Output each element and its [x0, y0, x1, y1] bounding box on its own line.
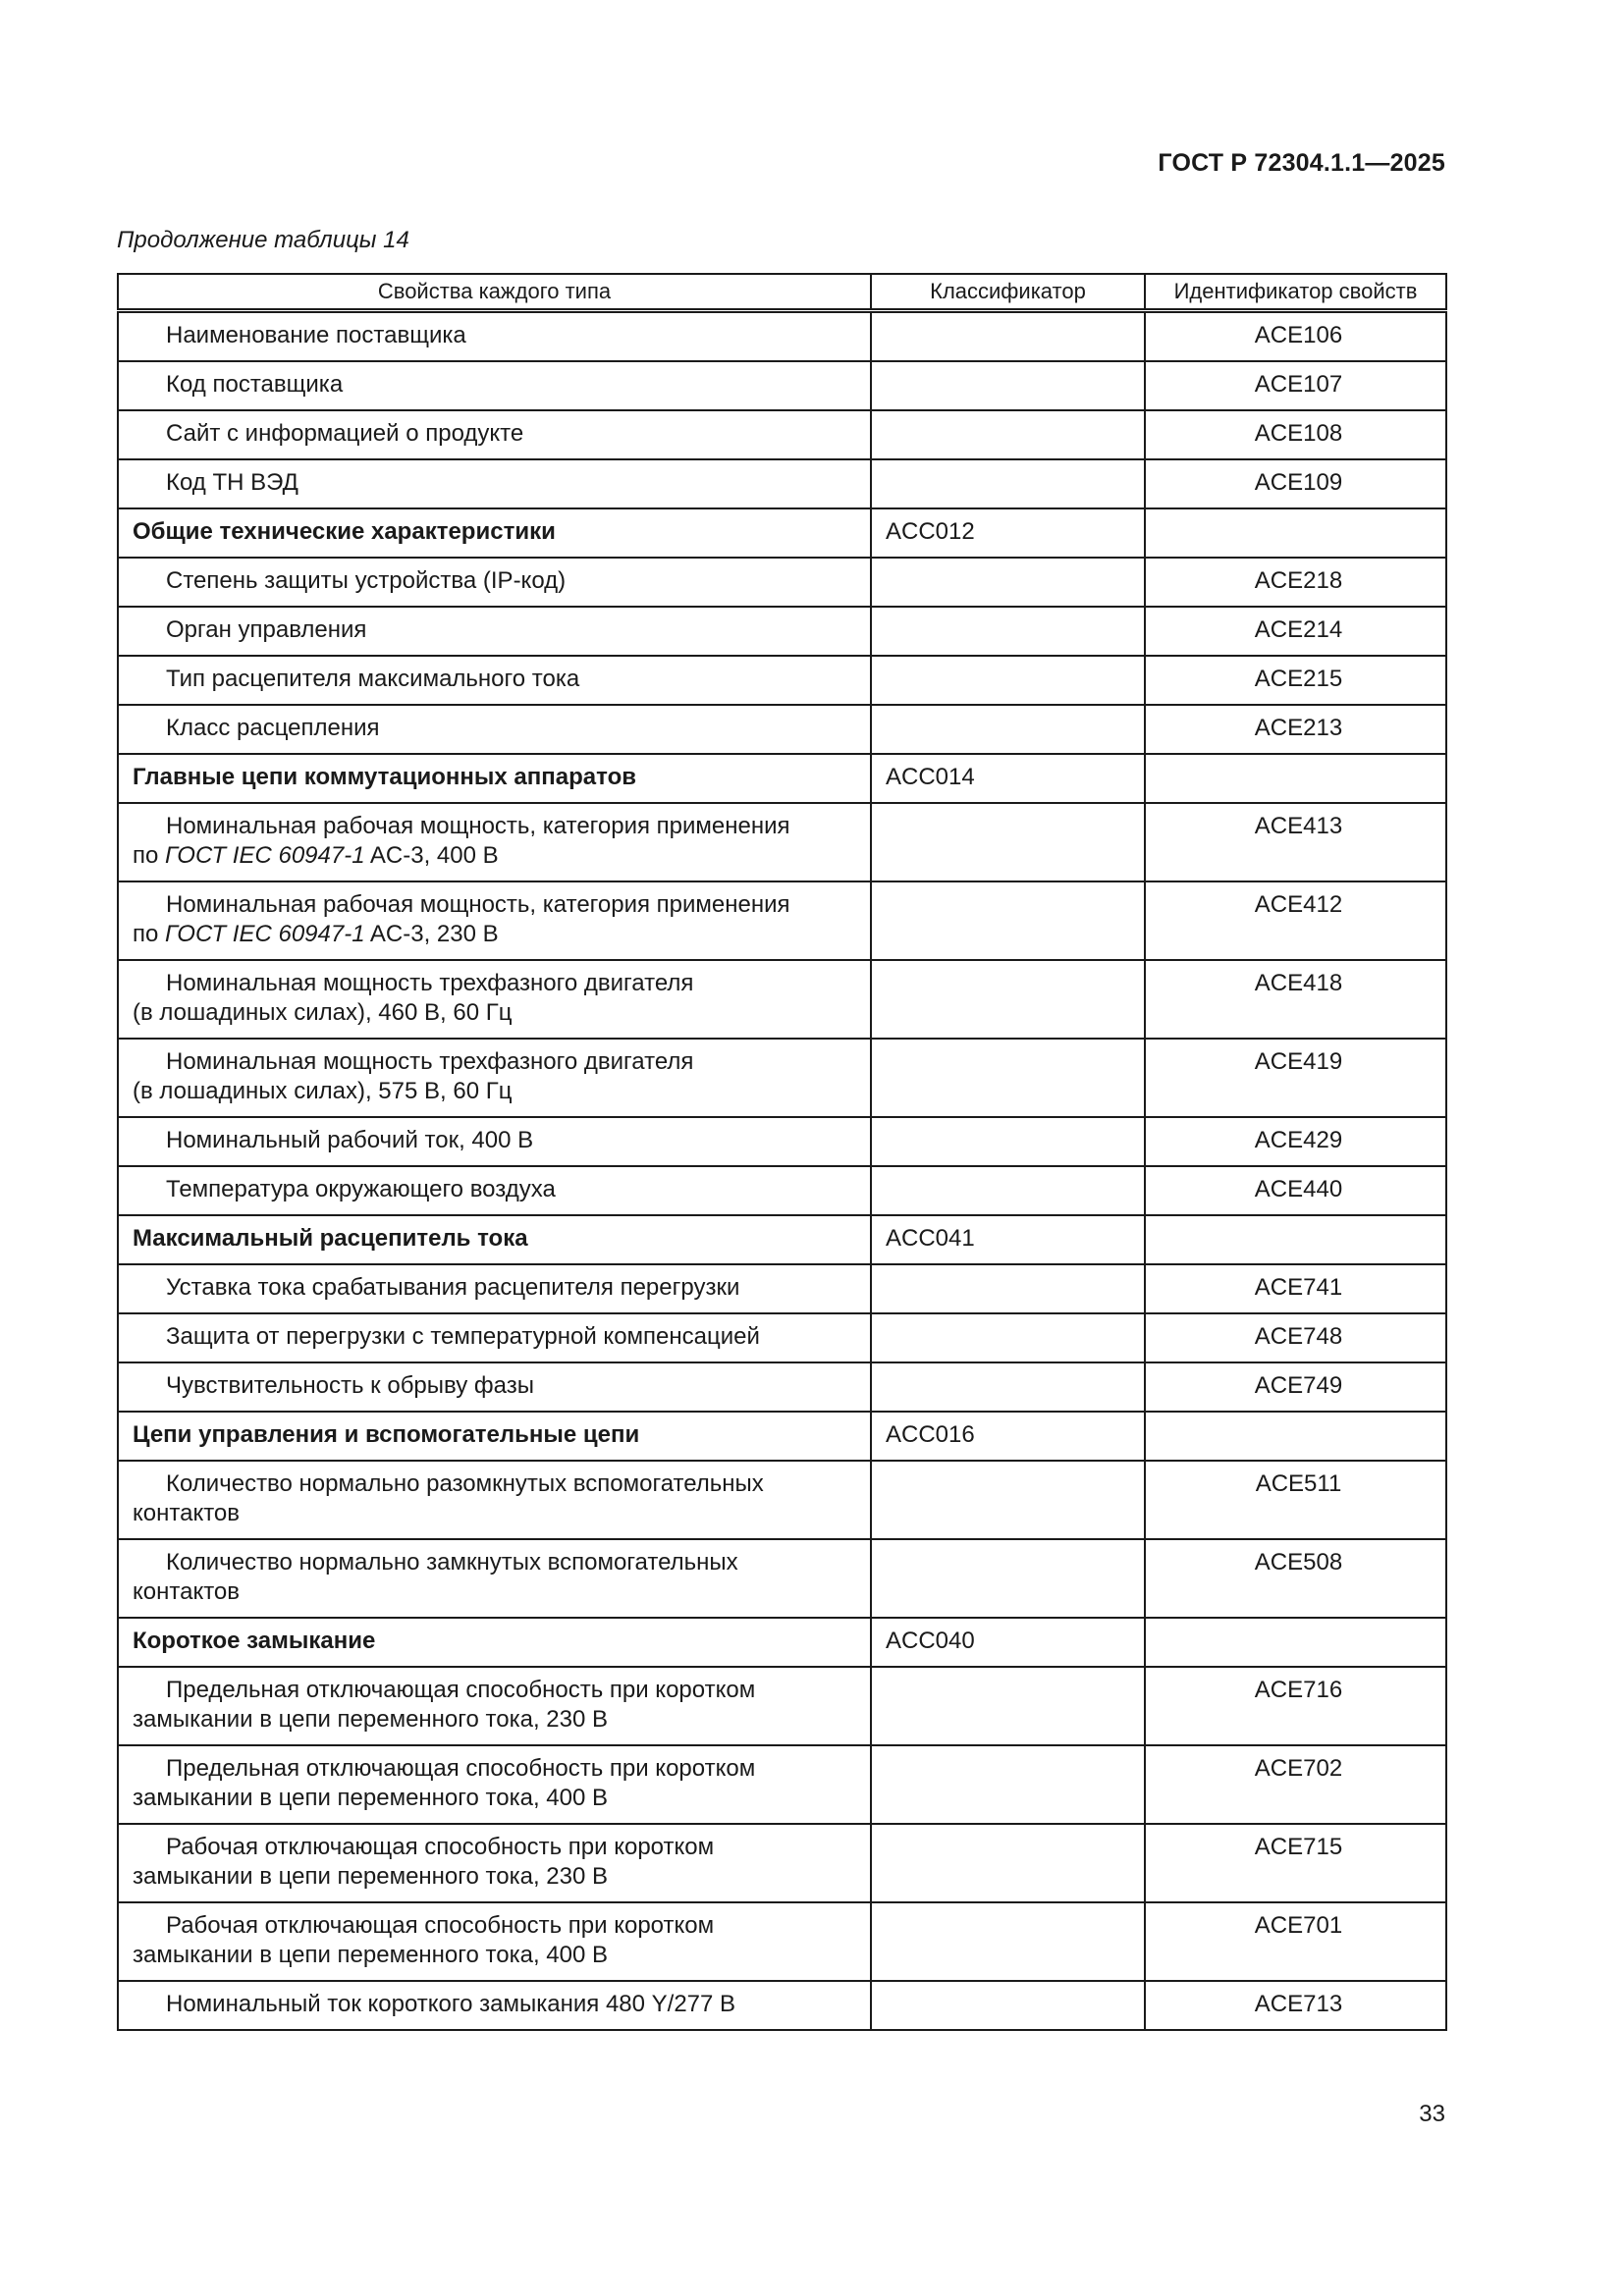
property-name-text-cont: замыкании в цепи переменного тока, 400 В [133, 1785, 609, 1811]
property-name-text-cont: контактов [133, 1500, 241, 1526]
property-id-cell: ACE214 [1145, 607, 1446, 656]
property-name-cell [118, 1745, 871, 1824]
classifier-cell [871, 1667, 1145, 1745]
property-name-cell [118, 1539, 871, 1618]
property-name-cell [118, 410, 871, 459]
column-header-property-id: Идентификатор свойств [1145, 274, 1446, 311]
property-name-cell [118, 1166, 871, 1215]
property-id-cell: ACE749 [1145, 1362, 1446, 1412]
property-name-text: Рабочая отключающая способность при коротком [166, 1912, 715, 1939]
property-name-text: Код поставщика [166, 371, 344, 398]
table-row [118, 1362, 1446, 1412]
table-row [118, 1117, 1446, 1166]
property-name-text: Класс расцепления [166, 715, 380, 741]
property-id-cell: ACE109 [1145, 459, 1446, 508]
standard-designation: ГОСТ Р 72304.1.1—2025 [1158, 149, 1445, 177]
table-row [118, 1461, 1446, 1539]
table-group-row [118, 1412, 1446, 1461]
property-id-cell: ACE418 [1145, 960, 1446, 1039]
property-id-cell: ACE715 [1145, 1824, 1446, 1902]
table-row [118, 410, 1446, 459]
property-name-cell [118, 1667, 871, 1745]
property-name-text: Температура окружающего воздуха [166, 1176, 556, 1202]
property-name-text: Рабочая отключающая способность при коротком [166, 1834, 715, 1860]
table-row [118, 960, 1446, 1039]
classifier-cell [871, 705, 1145, 754]
property-name-cell [118, 960, 871, 1039]
property-name-text: Защита от перегрузки с температурной компенсацией [166, 1323, 760, 1350]
property-id-cell: ACE511 [1145, 1461, 1446, 1539]
table-row [118, 1313, 1446, 1362]
property-name-text: Уставка тока срабатывания расцепителя перегрузки [166, 1274, 740, 1301]
property-name-text: Чувствительность к обрыву фазы [166, 1372, 534, 1399]
group-title-cell [118, 1215, 871, 1264]
classifier-cell [871, 311, 1145, 362]
classifier-cell: ACC041 [871, 1215, 1145, 1264]
property-id-cell: ACE440 [1145, 1166, 1446, 1215]
classifier-cell [871, 1824, 1145, 1902]
page-number: 33 [1419, 2101, 1445, 2127]
property-id-cell: ACE701 [1145, 1902, 1446, 1981]
property-name-text: Предельная отключающая способность при коротком [166, 1677, 756, 1703]
property-name-text-end: AC-3, 400 В [364, 842, 499, 869]
property-name-text-cont: замыкании в цепи переменного тока, 400 В [133, 1942, 609, 1968]
classifier-cell [871, 361, 1145, 410]
table-row [118, 1539, 1446, 1618]
table-row [118, 1824, 1446, 1902]
property-name-text: Наименование поставщика [166, 322, 466, 348]
property-name-cell [118, 1461, 871, 1539]
property-id-cell: ACE508 [1145, 1539, 1446, 1618]
property-id-cell: ACE741 [1145, 1264, 1446, 1313]
table-row [118, 1166, 1446, 1215]
property-name-text: Максимальный расцепитель тока [133, 1225, 528, 1252]
property-name-cell [118, 1264, 871, 1313]
column-header-properties: Свойства каждого типа [118, 274, 871, 311]
table-header-row [118, 274, 1446, 311]
property-id-cell: ACE213 [1145, 705, 1446, 754]
classifier-cell [871, 1981, 1145, 2030]
classifier-cell [871, 459, 1145, 508]
property-name-cell [118, 607, 871, 656]
property-id-cell: ACE106 [1145, 311, 1446, 362]
property-name-text: Степень защиты устройства (IP-код) [166, 567, 567, 594]
property-name-cell [118, 459, 871, 508]
table-row [118, 311, 1446, 362]
table-group-row [118, 508, 1446, 558]
property-name-cell [118, 803, 871, 881]
table-row [118, 1981, 1446, 2030]
classifier-cell: ACC014 [871, 754, 1145, 803]
property-name-cell [118, 1117, 871, 1166]
table-row [118, 803, 1446, 881]
property-name-text: Номинальная рабочая мощность, категория применения [166, 891, 790, 918]
classifier-cell: ACC012 [871, 508, 1145, 558]
property-name-cell [118, 705, 871, 754]
property-name-text: Орган управления [166, 616, 367, 643]
property-name-text: Номинальная мощность трехфазного двигателя [166, 970, 694, 996]
property-id-cell [1145, 1215, 1446, 1264]
property-id-cell: ACE108 [1145, 410, 1446, 459]
property-id-cell: ACE419 [1145, 1039, 1446, 1117]
property-name-text-cont: (в лошадиных силах), 575 В, 60 Гц [133, 1078, 513, 1104]
table-caption: Продолжение таблицы 14 [117, 227, 409, 253]
classifier-cell [871, 1039, 1145, 1117]
property-name-text: Номинальный ток короткого замыкания 480 Y/277 В [166, 1991, 736, 2017]
classifier-cell [871, 410, 1145, 459]
property-name-text: Цепи управления и вспомогательные цепи [133, 1421, 640, 1448]
property-id-cell [1145, 1412, 1446, 1461]
table-row [118, 1745, 1446, 1824]
property-id-cell: ACE107 [1145, 361, 1446, 410]
property-name-cell [118, 311, 871, 362]
property-id-cell [1145, 1618, 1446, 1667]
property-name-text: Общие технические характеристики [133, 518, 556, 545]
table-body [118, 311, 1446, 2031]
table-row [118, 705, 1446, 754]
property-name-text-cont: замыкании в цепи переменного тока, 230 В [133, 1706, 609, 1733]
table-group-row [118, 754, 1446, 803]
property-name-text: Сайт с информацией о продукте [166, 420, 524, 447]
property-id-cell: ACE713 [1145, 1981, 1446, 2030]
table-row [118, 1667, 1446, 1745]
property-id-cell [1145, 508, 1446, 558]
properties-table [117, 273, 1447, 2031]
property-name-text-cont: по [133, 842, 166, 869]
table-row [118, 1039, 1446, 1117]
property-name-cell [118, 1902, 871, 1981]
property-name-cell [118, 881, 871, 960]
classifier-cell [871, 1117, 1145, 1166]
property-name-text-cont: по [133, 921, 166, 947]
classifier-cell [871, 1461, 1145, 1539]
property-name-text: Главные цепи коммутационных аппаратов [133, 764, 636, 790]
table-row [118, 881, 1446, 960]
table-row [118, 656, 1446, 705]
property-id-cell: ACE429 [1145, 1117, 1446, 1166]
table-row [118, 1264, 1446, 1313]
table-row [118, 558, 1446, 607]
classifier-cell [871, 1313, 1145, 1362]
classifier-cell [871, 607, 1145, 656]
property-name-cell [118, 1824, 871, 1902]
property-name-text: Количество нормально разомкнутых вспомогательных [166, 1470, 764, 1497]
group-title-cell [118, 508, 871, 558]
table-row [118, 459, 1446, 508]
property-name-text: Количество нормально замкнутых вспомогательных [166, 1549, 738, 1575]
property-id-cell: ACE412 [1145, 881, 1446, 960]
classifier-cell [871, 1745, 1145, 1824]
property-name-cell [118, 558, 871, 607]
property-name-text-cont: (в лошадиных силах), 460 В, 60 Гц [133, 999, 513, 1026]
group-title-cell [118, 1618, 871, 1667]
property-name-text-end: AC-3, 230 В [364, 921, 499, 947]
property-id-cell: ACE413 [1145, 803, 1446, 881]
column-header-classifier: Классификатор [871, 274, 1145, 311]
property-name-text: Предельная отключающая способность при коротком [166, 1755, 756, 1782]
group-title-cell [118, 1412, 871, 1461]
property-name-cell [118, 1981, 871, 2030]
classifier-cell [871, 960, 1145, 1039]
property-name-text: Короткое замыкание [133, 1628, 376, 1654]
classifier-cell [871, 558, 1145, 607]
classifier-cell [871, 656, 1145, 705]
property-name-cell [118, 1313, 871, 1362]
property-name-text: Тип расцепителя максимального тока [166, 666, 580, 692]
property-name-cell [118, 361, 871, 410]
property-id-cell: ACE218 [1145, 558, 1446, 607]
property-id-cell [1145, 754, 1446, 803]
property-name-text: Номинальный рабочий ток, 400 В [166, 1127, 534, 1153]
standard-reference: ГОСТ IEC 60947-1 [165, 842, 365, 869]
property-name-cell [118, 1362, 871, 1412]
classifier-cell [871, 1539, 1145, 1618]
table-row [118, 361, 1446, 410]
classifier-cell [871, 803, 1145, 881]
property-id-cell: ACE716 [1145, 1667, 1446, 1745]
property-id-cell: ACE748 [1145, 1313, 1446, 1362]
classifier-cell: ACC040 [871, 1618, 1145, 1667]
group-title-cell [118, 754, 871, 803]
property-name-text: Номинальная рабочая мощность, категория применения [166, 813, 790, 839]
standard-reference: ГОСТ IEC 60947-1 [165, 921, 365, 947]
property-id-cell: ACE215 [1145, 656, 1446, 705]
table-row [118, 607, 1446, 656]
table-row [118, 1902, 1446, 1981]
property-name-text: Номинальная мощность трехфазного двигателя [166, 1048, 694, 1075]
classifier-cell [871, 1166, 1145, 1215]
table-group-row [118, 1215, 1446, 1264]
property-name-text: Код ТН ВЭД [166, 469, 298, 496]
classifier-cell [871, 1902, 1145, 1981]
property-name-text-cont: замыкании в цепи переменного тока, 230 В [133, 1863, 609, 1890]
table-group-row [118, 1618, 1446, 1667]
property-id-cell: ACE702 [1145, 1745, 1446, 1824]
classifier-cell [871, 881, 1145, 960]
classifier-cell [871, 1362, 1145, 1412]
property-name-text-cont: контактов [133, 1578, 241, 1605]
property-name-cell [118, 1039, 871, 1117]
classifier-cell: ACC016 [871, 1412, 1145, 1461]
property-name-cell [118, 656, 871, 705]
classifier-cell [871, 1264, 1145, 1313]
